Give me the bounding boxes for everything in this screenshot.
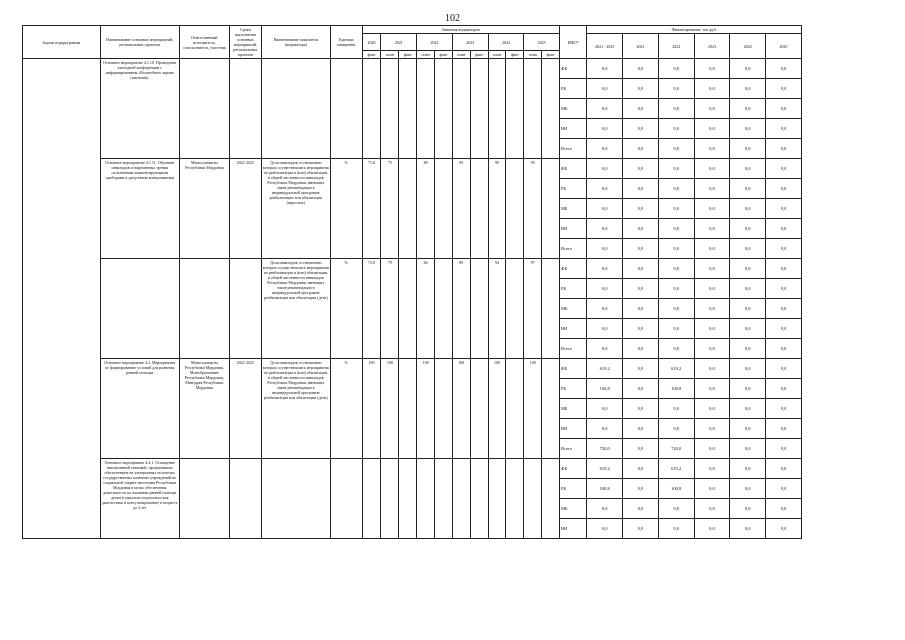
indicator-value: 89 xyxy=(452,259,470,359)
funding-value: 0,0 xyxy=(694,439,730,459)
responsible: Минсоцзащиты Республики Мордовия xyxy=(179,159,229,259)
funding-value: 0,0 xyxy=(694,199,730,219)
funding-value: 0,0 xyxy=(658,179,694,199)
indicator-value xyxy=(506,159,524,259)
funding-value: 0,0 xyxy=(694,99,730,119)
funding-value: 100,8 xyxy=(587,479,623,499)
funding-value: 0,0 xyxy=(623,199,659,219)
header-sub: план xyxy=(524,51,542,59)
task-cell xyxy=(23,59,101,539)
funding-value: 0,0 xyxy=(730,439,766,459)
funding-source: РБ xyxy=(560,479,587,499)
header-sub: факт xyxy=(470,51,488,59)
funding-value: 0,0 xyxy=(694,459,730,479)
funding-value: 0,0 xyxy=(730,379,766,399)
table-body xyxy=(23,59,802,539)
header-sub: факт xyxy=(362,51,381,59)
header-fin-year: 2021 xyxy=(623,34,659,59)
funding-value: 619,2 xyxy=(587,359,623,379)
responsible xyxy=(179,259,229,359)
funding-value: 0,0 xyxy=(694,519,730,539)
funding-value: 0,0 xyxy=(766,339,802,359)
indicator-value xyxy=(506,259,524,359)
funding-source: МБ xyxy=(560,499,587,519)
unit xyxy=(330,59,362,159)
funding-value: 0,0 xyxy=(694,339,730,359)
funding-value: 0,0 xyxy=(623,339,659,359)
funding-value: 0,0 xyxy=(587,339,623,359)
header-year: 2025 xyxy=(524,34,560,51)
funding-value: 0,0 xyxy=(766,439,802,459)
funding-value: 0,0 xyxy=(587,59,623,79)
funding-value: 0,0 xyxy=(623,519,659,539)
funding-value: 0,0 xyxy=(730,479,766,499)
table-row xyxy=(23,159,802,179)
funding-value: 0,0 xyxy=(658,339,694,359)
indicator-name: Доля инвалидов, в отношении которых осуществлялись мероприятия по реабилитации и (или) абилитации, в общей численности инвалидов Республики Мордовия, имеющих такие рекомендации в индивидуальной программе реабилитации или абилитации (взрослые) xyxy=(261,159,330,259)
period xyxy=(230,259,262,359)
funding-value: 0,0 xyxy=(766,239,802,259)
period xyxy=(230,59,262,159)
funding-value: 100,8 xyxy=(658,379,694,399)
funding-value: 619,2 xyxy=(587,459,623,479)
funding-value: 0,0 xyxy=(730,359,766,379)
funding-value: 0,0 xyxy=(730,299,766,319)
header-year: 2023 xyxy=(452,34,488,51)
funding-value: 0,0 xyxy=(694,279,730,299)
funding-value: 0,0 xyxy=(587,259,623,279)
funding-value: 0,0 xyxy=(730,159,766,179)
header-sub: план xyxy=(417,51,435,59)
funding-value: 720,0 xyxy=(587,439,623,459)
funding-value: 0,0 xyxy=(694,79,730,99)
funding-value: 0,0 xyxy=(730,419,766,439)
funding-value: 0,0 xyxy=(730,339,766,359)
funding-value: 0,0 xyxy=(766,259,802,279)
funding-value: 0,0 xyxy=(623,299,659,319)
table-row xyxy=(23,459,802,479)
funding-source: ФБ xyxy=(560,259,587,279)
funding-value: 0,0 xyxy=(766,199,802,219)
funding-value: 0,0 xyxy=(694,499,730,519)
indicator-value xyxy=(399,459,417,539)
indicator-value: 97 xyxy=(524,259,542,359)
funding-value: 0,0 xyxy=(766,399,802,419)
funding-value: 0,0 xyxy=(587,319,623,339)
indicator-value xyxy=(524,459,542,539)
funding-value: 0,0 xyxy=(766,459,802,479)
indicator-value xyxy=(542,459,560,539)
funding-value: 0,0 xyxy=(623,79,659,99)
measure-name: Основное мероприятие 4.1.10. Проведение ежегодной конференции с информированием «Волшебного экрана (питания)» xyxy=(100,59,179,159)
funding-value: 0,0 xyxy=(623,439,659,459)
indicator-value xyxy=(470,59,488,159)
funding-value: 0,0 xyxy=(766,299,802,319)
indicator-value: 79 xyxy=(381,259,399,359)
funding-value: 0,0 xyxy=(730,99,766,119)
funding-value: 0,0 xyxy=(730,259,766,279)
funding-source: ВИ xyxy=(560,319,587,339)
indicator-value xyxy=(542,59,560,159)
funding-value: 0,0 xyxy=(623,459,659,479)
funding-value: 0,0 xyxy=(587,199,623,219)
page-number: 102 xyxy=(445,13,460,24)
funding-value: 0,0 xyxy=(658,519,694,539)
funding-value: 0,0 xyxy=(658,199,694,219)
header-sub: факт xyxy=(542,51,560,59)
indicator-value xyxy=(506,59,524,159)
funding-value: 0,0 xyxy=(658,239,694,259)
indicator-name: Доля инвалидов, в отношении которых осуществлялись мероприятия по реабилитации и (или) абилитации, в общей численности инвалидов Республики Мордовия, имеющих такие рекомендации в индивидуальной программе реабилитации или абилитации (дети) xyxy=(261,259,330,359)
funding-value: 0,0 xyxy=(587,279,623,299)
indicator-value xyxy=(435,359,453,459)
header-period: Сроки выполнения основных мероприятий, региональных проектов xyxy=(230,26,262,59)
funding-value: 0,0 xyxy=(587,299,623,319)
header-fin-year: 2024 xyxy=(730,34,766,59)
funding-value: 0,0 xyxy=(658,299,694,319)
indicator-value xyxy=(542,359,560,459)
funding-value: 0,0 xyxy=(587,119,623,139)
header-fin-year: 2021 - 2025 xyxy=(587,34,623,59)
funding-value: 0,0 xyxy=(623,179,659,199)
indicator-value: 94 xyxy=(488,259,506,359)
funding-value: 0,0 xyxy=(658,319,694,339)
funding-value: 0,0 xyxy=(658,99,694,119)
funding-value: 0,0 xyxy=(694,399,730,419)
funding-value: 100,8 xyxy=(587,379,623,399)
indicator-value xyxy=(470,259,488,359)
funding-value: 0,0 xyxy=(658,279,694,299)
funding-value: 0,0 xyxy=(658,499,694,519)
funding-value: 0,0 xyxy=(694,179,730,199)
indicator-value xyxy=(435,259,453,359)
funding-value: 0,0 xyxy=(730,79,766,99)
indicator-value xyxy=(362,59,381,159)
header-fin-year: 2022 xyxy=(658,34,694,59)
indicator-value xyxy=(488,459,506,539)
funding-value: 0,0 xyxy=(766,379,802,399)
header-year: 2020 xyxy=(362,34,381,51)
funding-value: 0,0 xyxy=(730,519,766,539)
funding-value: 0,0 xyxy=(694,159,730,179)
funding-value: 0,0 xyxy=(694,119,730,139)
indicator-value: 100 xyxy=(381,359,399,459)
indicator-value: 75 xyxy=(381,159,399,259)
header-sub: факт xyxy=(435,51,453,59)
indicator-value: 100 xyxy=(362,359,381,459)
funding-value: 0,0 xyxy=(694,239,730,259)
funding-source: РБ xyxy=(560,379,587,399)
funding-source: ВИ xyxy=(560,519,587,539)
indicator-value xyxy=(399,159,417,259)
indicator-value xyxy=(488,59,506,159)
indicator-value xyxy=(542,159,560,259)
funding-source: МБ xyxy=(560,199,587,219)
responsible: Минсоцзащиты Республики Мордовия, Минобразование Республики Мордовия, Минздрав Республики Мордовия xyxy=(179,359,229,459)
indicator-value xyxy=(506,459,524,539)
indicator-value xyxy=(399,359,417,459)
funding-value: 0,0 xyxy=(766,159,802,179)
funding-value: 0,0 xyxy=(730,279,766,299)
funding-source: МБ xyxy=(560,399,587,419)
funding-value: 0,0 xyxy=(623,359,659,379)
funding-value: 0,0 xyxy=(623,279,659,299)
indicator-value xyxy=(452,459,470,539)
indicator-value: 71,0 xyxy=(362,159,381,259)
funding-value: 0,0 xyxy=(623,239,659,259)
funding-value: 0,0 xyxy=(694,379,730,399)
funding-value: 0,0 xyxy=(766,419,802,439)
funding-value: 0,0 xyxy=(694,419,730,439)
funding-source: РБ xyxy=(560,79,587,99)
funding-value: 0,0 xyxy=(658,219,694,239)
funding-source: ВИ xyxy=(560,219,587,239)
funding-value: 0,0 xyxy=(766,359,802,379)
funding-value: 0,0 xyxy=(694,219,730,239)
header-values: Значения индикаторов xyxy=(362,26,560,34)
indicator-value xyxy=(506,359,524,459)
funding-value: 0,0 xyxy=(623,139,659,159)
header-funding: Финансирование, тыс.руб. xyxy=(587,26,802,34)
header-ifo: ИФО* xyxy=(560,26,587,59)
indicator-value: 100 xyxy=(452,359,470,459)
funding-source: Всего xyxy=(560,339,587,359)
funding-value: 0,0 xyxy=(658,79,694,99)
header-responsible: Ответственный исполнитель, соисполнитель, участник xyxy=(179,26,229,59)
header-sub: план xyxy=(488,51,506,59)
indicator-value xyxy=(435,159,453,259)
indicator-value xyxy=(381,459,399,539)
unit: % xyxy=(330,259,362,359)
funding-value: 0,0 xyxy=(623,419,659,439)
indicator-value xyxy=(470,159,488,259)
funding-value: 0,0 xyxy=(694,319,730,339)
table-row xyxy=(23,259,802,279)
funding-value: 0,0 xyxy=(587,499,623,519)
indicator-value: 100 xyxy=(417,359,435,459)
funding-value: 0,0 xyxy=(766,139,802,159)
funding-value: 0,0 xyxy=(658,119,694,139)
funding-value: 0,0 xyxy=(766,319,802,339)
funding-value: 0,0 xyxy=(766,219,802,239)
funding-value: 619,2 xyxy=(658,459,694,479)
funding-value: 0,0 xyxy=(587,179,623,199)
measure-name: Основное мероприятие 4.2.1. Оснащение инклюзивной техникой, программным обеспечением на электронных носителях государственных казенных учреждений по социальной защите населения Республики Мордовия в целях обеспечения деятельности по оказанию ранней помощи детям (социально-педагогическая диагностика и консультирование) в возрасте до 3 лет xyxy=(100,459,179,539)
funding-source: ФБ xyxy=(560,359,587,379)
funding-source: ФБ xyxy=(560,459,587,479)
funding-value: 0,0 xyxy=(766,499,802,519)
indicator-value: 100 xyxy=(524,359,542,459)
table-row xyxy=(23,359,802,379)
indicator-value xyxy=(435,459,453,539)
header-name: Наименование основных мероприятий, региональных проектов xyxy=(100,26,179,59)
funding-source: РБ xyxy=(560,179,587,199)
funding-value: 0,0 xyxy=(658,139,694,159)
header-year: 2024 xyxy=(488,34,524,51)
header-sub: факт xyxy=(399,51,417,59)
indicator-value: 80 xyxy=(417,159,435,259)
indicator-value xyxy=(417,459,435,539)
funding-value: 0,0 xyxy=(623,119,659,139)
funding-value: 0,0 xyxy=(623,399,659,419)
indicator-value: 100 xyxy=(488,359,506,459)
funding-value: 0,0 xyxy=(623,219,659,239)
funding-value: 0,0 xyxy=(658,419,694,439)
funding-value: 0,0 xyxy=(623,99,659,119)
funding-value: 0,0 xyxy=(730,399,766,419)
funding-value: 0,0 xyxy=(623,499,659,519)
indicator-value: 95 xyxy=(524,159,542,259)
funding-value: 0,0 xyxy=(587,79,623,99)
funding-value: 619,2 xyxy=(658,359,694,379)
funding-value: 0,0 xyxy=(658,399,694,419)
funding-value: 0,0 xyxy=(623,259,659,279)
header-task: Задачи подпрограммы xyxy=(23,26,101,59)
funding-value: 0,0 xyxy=(658,159,694,179)
period xyxy=(230,459,262,539)
funding-value: 0,0 xyxy=(587,239,623,259)
measure-name: Основное мероприятие 4.1.11. Обучение инвалидов и нарушенных зрения пользованию компенсирующими приборами и средствами коммуникации xyxy=(100,159,179,259)
responsible xyxy=(179,59,229,159)
indicator-value xyxy=(362,459,381,539)
header-fin-year: 2025 xyxy=(766,34,802,59)
funding-value: 0,0 xyxy=(694,59,730,79)
funding-value: 100,8 xyxy=(658,479,694,499)
funding-value: 0,0 xyxy=(623,159,659,179)
funding-value: 0,0 xyxy=(766,119,802,139)
funding-value: 0,0 xyxy=(730,319,766,339)
funding-value: 0,0 xyxy=(587,99,623,119)
funding-value: 0,0 xyxy=(587,139,623,159)
indicator-name: Доля инвалидов, в отношении которых осуществлялись мероприятия по реабилитации и (или) абилитации, в общей численности инвалидов Республики Мордовия, имеющих такие рекомендации в индивидуальной программе реабилитации или абилитации (дети) xyxy=(261,359,330,459)
header-year: 2021 xyxy=(381,34,417,51)
indicator-value: 90 xyxy=(488,159,506,259)
funding-value: 0,0 xyxy=(766,479,802,499)
indicator-value: 73,8 xyxy=(362,259,381,359)
funding-value: 0,0 xyxy=(766,179,802,199)
funding-source: Всего xyxy=(560,139,587,159)
funding-value: 0,0 xyxy=(587,419,623,439)
measure-name: Основное мероприятие 4.2. Мероприятия по формированию условий для развития ранней помощи xyxy=(100,359,179,459)
funding-value: 0,0 xyxy=(694,299,730,319)
funding-value: 0,0 xyxy=(623,59,659,79)
indicator-value xyxy=(470,359,488,459)
funding-value: 0,0 xyxy=(623,379,659,399)
indicator-value xyxy=(524,59,542,159)
funding-value: 0,0 xyxy=(587,219,623,239)
indicator-value xyxy=(542,259,560,359)
funding-value: 0,0 xyxy=(658,259,694,279)
indicator-value xyxy=(452,59,470,159)
indicator-value: 84 xyxy=(417,259,435,359)
header-fin-year: 2023 xyxy=(694,34,730,59)
indicator-value xyxy=(381,59,399,159)
header-indicator: Наименование показателя (индикатора) xyxy=(261,26,330,59)
funding-value: 0,0 xyxy=(766,279,802,299)
funding-source: МБ xyxy=(560,299,587,319)
unit: % xyxy=(330,159,362,259)
measure-name xyxy=(100,259,179,359)
funding-value: 0,0 xyxy=(623,319,659,339)
funding-value: 0,0 xyxy=(658,59,694,79)
funding-value: 0,0 xyxy=(587,519,623,539)
indicator-value xyxy=(399,59,417,159)
funding-source: Всего xyxy=(560,439,587,459)
funding-value: 0,0 xyxy=(587,159,623,179)
funding-value: 0,0 xyxy=(730,199,766,219)
funding-value: 0,0 xyxy=(694,259,730,279)
header-sub: план xyxy=(452,51,470,59)
unit: % xyxy=(330,359,362,459)
header-sub: план xyxy=(381,51,399,59)
funding-source: ФБ xyxy=(560,159,587,179)
indicator-value: 85 xyxy=(452,159,470,259)
header-year: 2022 xyxy=(417,34,453,51)
funding-value: 0,0 xyxy=(766,99,802,119)
funding-value: 0,0 xyxy=(730,139,766,159)
funding-value: 0,0 xyxy=(694,139,730,159)
funding-source: ВИ xyxy=(560,119,587,139)
indicator-value xyxy=(470,459,488,539)
indicator-name xyxy=(261,459,330,539)
funding-value: 0,0 xyxy=(587,399,623,419)
funding-source: ФБ xyxy=(560,59,587,79)
funding-value: 0,0 xyxy=(730,219,766,239)
indicator-value xyxy=(417,59,435,159)
funding-source: МБ xyxy=(560,99,587,119)
funding-value: 0,0 xyxy=(766,59,802,79)
program-table xyxy=(22,25,802,539)
funding-value: 0,0 xyxy=(766,519,802,539)
header-sub: факт xyxy=(506,51,524,59)
funding-value: 0,0 xyxy=(694,479,730,499)
funding-value: 0,0 xyxy=(730,499,766,519)
indicator-name xyxy=(261,59,330,159)
funding-value: 0,0 xyxy=(730,459,766,479)
period: 2021-2025 xyxy=(230,359,262,459)
funding-value: 0,0 xyxy=(730,179,766,199)
funding-value: 0,0 xyxy=(623,479,659,499)
funding-value: 0,0 xyxy=(766,79,802,99)
funding-value: 0,0 xyxy=(730,119,766,139)
responsible xyxy=(179,459,229,539)
funding-source: РБ xyxy=(560,279,587,299)
period: 2021-2025 xyxy=(230,159,262,259)
indicator-value xyxy=(399,259,417,359)
funding-value: 0,0 xyxy=(730,239,766,259)
funding-source: Всего xyxy=(560,239,587,259)
header-unit: Единица измерения xyxy=(330,26,362,59)
funding-value: 0,0 xyxy=(694,359,730,379)
funding-value: 720,0 xyxy=(658,439,694,459)
funding-source: ВИ xyxy=(560,419,587,439)
unit xyxy=(330,459,362,539)
indicator-value xyxy=(435,59,453,159)
funding-value: 0,0 xyxy=(730,59,766,79)
table-row xyxy=(23,59,802,79)
